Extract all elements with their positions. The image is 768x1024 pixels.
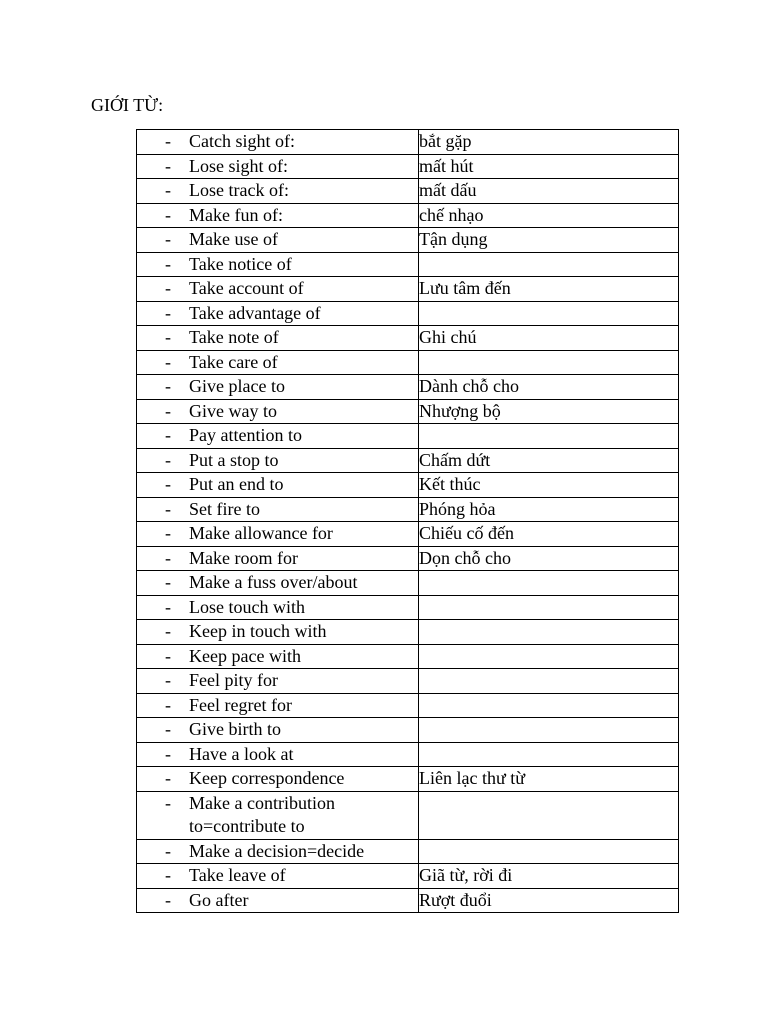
phrase-text: Make a decision=decide	[189, 840, 365, 861]
phrase-text: Feel regret for	[189, 694, 292, 715]
bullet-dash: -	[165, 865, 171, 885]
phrase-line	[137, 571, 418, 595]
table-row	[137, 839, 679, 864]
table-row	[137, 179, 679, 204]
phrase-text: Pay attention to	[189, 425, 302, 445]
phrase-cell	[137, 791, 419, 839]
phrase-cell	[137, 742, 419, 767]
phrase-cell	[137, 399, 419, 424]
meaning-cell	[419, 350, 679, 375]
bullet-dash: -	[165, 229, 171, 249]
phrase-text: Give way to	[189, 400, 277, 421]
table-row	[137, 742, 679, 767]
phrase-cell	[137, 326, 419, 351]
phrase-text: Lose track of:	[189, 180, 289, 200]
page-heading: GIỚI TỪ:	[91, 95, 164, 115]
phrase-line	[137, 424, 418, 448]
bullet-dash: -	[165, 425, 171, 445]
phrase-line	[137, 864, 418, 888]
meaning-cell	[419, 424, 679, 449]
phrase-cell	[137, 375, 419, 400]
phrase-line	[137, 718, 418, 742]
bullet-dash: -	[165, 670, 171, 690]
phrase-text: Go after	[189, 889, 249, 910]
meaning-cell: Rượt đuổi	[419, 888, 679, 913]
phrase-text: Take care of	[189, 351, 278, 372]
meaning-cell	[419, 571, 679, 596]
phrase-line	[137, 375, 418, 399]
phrase-cell	[137, 448, 419, 473]
table-row	[137, 203, 679, 228]
phrase-text: Make a fuss over/about	[189, 572, 358, 592]
bullet-dash: -	[165, 498, 171, 519]
phrase-line	[137, 351, 418, 375]
phrase-cell	[137, 203, 419, 228]
phrase-line	[137, 302, 418, 326]
phrase-cell	[137, 424, 419, 449]
meaning-cell	[419, 693, 679, 718]
table-row	[137, 154, 679, 179]
meaning-cell: Dành chỗ cho	[419, 375, 679, 400]
table-row	[137, 669, 679, 694]
meaning-cell: Nhượng bộ	[419, 399, 679, 424]
phrase-cell	[137, 620, 419, 645]
phrase-text: Lose sight of:	[189, 155, 288, 176]
table-row	[137, 571, 679, 596]
meaning-cell: Kết thúc	[419, 473, 679, 498]
phrase-text: Take account of	[189, 278, 304, 298]
vocabulary-table-body	[137, 130, 679, 913]
phrase-cell	[137, 277, 419, 302]
phrase-line	[137, 253, 418, 277]
bullet-dash: -	[165, 743, 171, 764]
table-row	[137, 864, 679, 889]
phrase-line	[137, 840, 418, 864]
bullet-dash: -	[165, 840, 171, 861]
phrase-line	[137, 596, 418, 620]
meaning-cell: Phóng hỏa	[419, 497, 679, 522]
phrase-line	[137, 694, 418, 718]
bullet-dash: -	[165, 596, 171, 617]
phrase-line	[137, 449, 418, 473]
phrase-text: Catch sight of:	[189, 131, 295, 151]
bullet-dash: -	[165, 180, 171, 200]
phrase-cell	[137, 497, 419, 522]
phrase-cell	[137, 301, 419, 326]
table-row	[137, 522, 679, 547]
table-row	[137, 620, 679, 645]
phrase-cell	[137, 252, 419, 277]
bullet-dash: -	[165, 572, 171, 592]
phrase-cell	[137, 718, 419, 743]
phrase-text: Make room for	[189, 547, 298, 568]
phrase-line	[137, 277, 418, 301]
phrase-line	[137, 179, 418, 203]
meaning-cell: Giã từ, rời đi	[419, 864, 679, 889]
bullet-dash: -	[165, 204, 171, 225]
bullet-dash: -	[165, 302, 171, 323]
phrase-text: Take leave of	[189, 865, 286, 885]
phrase-text: Feel pity for	[189, 670, 278, 690]
meaning-cell	[419, 669, 679, 694]
table-row	[137, 326, 679, 351]
meaning-cell: mất dấu	[419, 179, 679, 204]
bullet-dash: -	[165, 645, 171, 666]
phrase-line	[137, 792, 418, 839]
phrase-line	[137, 400, 418, 424]
table-row	[137, 277, 679, 302]
phrase-cell	[137, 522, 419, 547]
table-row	[137, 228, 679, 253]
phrase-line	[137, 228, 418, 252]
phrase-line	[137, 767, 418, 791]
phrase-text: Give place to	[189, 376, 285, 396]
bullet-dash: -	[165, 719, 171, 739]
bullet-dash: -	[165, 792, 171, 813]
phrase-cell	[137, 179, 419, 204]
table-row	[137, 252, 679, 277]
phrase-text: Make a contribution to=contribute to	[189, 792, 335, 836]
bullet-dash: -	[165, 768, 171, 788]
phrase-line	[137, 743, 418, 767]
phrase-text: Put an end to	[189, 474, 284, 494]
table-row	[137, 546, 679, 571]
phrase-text: Make fun of:	[189, 204, 283, 225]
phrase-text: Lose touch with	[189, 596, 305, 617]
phrase-line	[137, 889, 418, 913]
meaning-cell	[419, 252, 679, 277]
bullet-dash: -	[165, 376, 171, 396]
meaning-cell	[419, 839, 679, 864]
phrase-cell	[137, 154, 419, 179]
phrase-text: Make use of	[189, 229, 278, 249]
phrase-cell	[137, 767, 419, 792]
phrase-text: Keep pace with	[189, 645, 301, 666]
phrase-line	[137, 645, 418, 669]
phrase-cell	[137, 644, 419, 669]
meaning-cell	[419, 718, 679, 743]
phrase-cell	[137, 546, 419, 571]
phrase-cell	[137, 350, 419, 375]
meaning-cell	[419, 791, 679, 839]
table-row	[137, 595, 679, 620]
phrase-cell	[137, 595, 419, 620]
table-row	[137, 644, 679, 669]
meaning-cell: Ghi chú	[419, 326, 679, 351]
phrase-line	[137, 620, 418, 644]
phrase-line	[137, 155, 418, 179]
meaning-cell: Liên lạc thư từ	[419, 767, 679, 792]
bullet-dash: -	[165, 351, 171, 372]
phrase-text: Keep in touch with	[189, 621, 327, 641]
meaning-cell: mất hút	[419, 154, 679, 179]
bullet-dash: -	[165, 327, 171, 347]
table-row	[137, 497, 679, 522]
phrase-line	[137, 547, 418, 571]
table-row	[137, 693, 679, 718]
meaning-cell: Lưu tâm đến	[419, 277, 679, 302]
phrase-text: Take note of	[189, 327, 279, 347]
phrase-cell	[137, 571, 419, 596]
bullet-dash: -	[165, 547, 171, 568]
phrase-cell	[137, 228, 419, 253]
bullet-dash: -	[165, 523, 171, 543]
phrase-cell	[137, 669, 419, 694]
table-row	[137, 301, 679, 326]
table-row	[137, 767, 679, 792]
table-row	[137, 399, 679, 424]
table-row	[137, 130, 679, 155]
meaning-cell: bắt gặp	[419, 130, 679, 155]
table-row	[137, 448, 679, 473]
phrase-text: Have a look at	[189, 743, 294, 764]
phrase-text: Put a stop to	[189, 449, 279, 470]
meaning-cell	[419, 301, 679, 326]
meaning-cell: Chấm dứt	[419, 448, 679, 473]
bullet-dash: -	[165, 889, 171, 910]
vocabulary-table	[136, 129, 679, 913]
phrase-cell	[137, 693, 419, 718]
table-row	[137, 350, 679, 375]
meaning-cell	[419, 742, 679, 767]
phrase-line	[137, 522, 418, 546]
meaning-cell	[419, 620, 679, 645]
table-row	[137, 888, 679, 913]
bullet-dash: -	[165, 694, 171, 715]
bullet-dash: -	[165, 449, 171, 470]
phrase-text: Keep correspondence	[189, 768, 345, 788]
phrase-cell	[137, 888, 419, 913]
table-row	[137, 791, 679, 839]
meaning-cell	[419, 595, 679, 620]
bullet-dash: -	[165, 155, 171, 176]
bullet-dash: -	[165, 474, 171, 494]
bullet-dash: -	[165, 400, 171, 421]
phrase-cell	[137, 473, 419, 498]
bullet-dash: -	[165, 278, 171, 298]
table-row	[137, 718, 679, 743]
phrase-line	[137, 473, 418, 497]
phrase-cell	[137, 839, 419, 864]
table-row	[137, 473, 679, 498]
phrase-text: Give birth to	[189, 719, 281, 739]
meaning-cell: Tận dụng	[419, 228, 679, 253]
phrase-cell	[137, 130, 419, 155]
bullet-dash: -	[165, 131, 171, 151]
bullet-dash: -	[165, 621, 171, 641]
meaning-cell: chế nhạo	[419, 203, 679, 228]
bullet-dash: -	[165, 253, 171, 274]
meaning-cell: Chiếu cố đến	[419, 522, 679, 547]
phrase-text: Set fire to	[189, 498, 260, 519]
phrase-line	[137, 498, 418, 522]
table-row	[137, 375, 679, 400]
phrase-line	[137, 669, 418, 693]
phrase-text: Take notice of	[189, 253, 292, 274]
table-row	[137, 424, 679, 449]
phrase-line	[137, 130, 418, 154]
meaning-cell	[419, 644, 679, 669]
phrase-text: Make allowance for	[189, 523, 333, 543]
phrase-cell	[137, 864, 419, 889]
phrase-text: Take advantage of	[189, 302, 321, 323]
phrase-line	[137, 326, 418, 350]
phrase-line	[137, 204, 418, 228]
meaning-cell: Dọn chỗ cho	[419, 546, 679, 571]
